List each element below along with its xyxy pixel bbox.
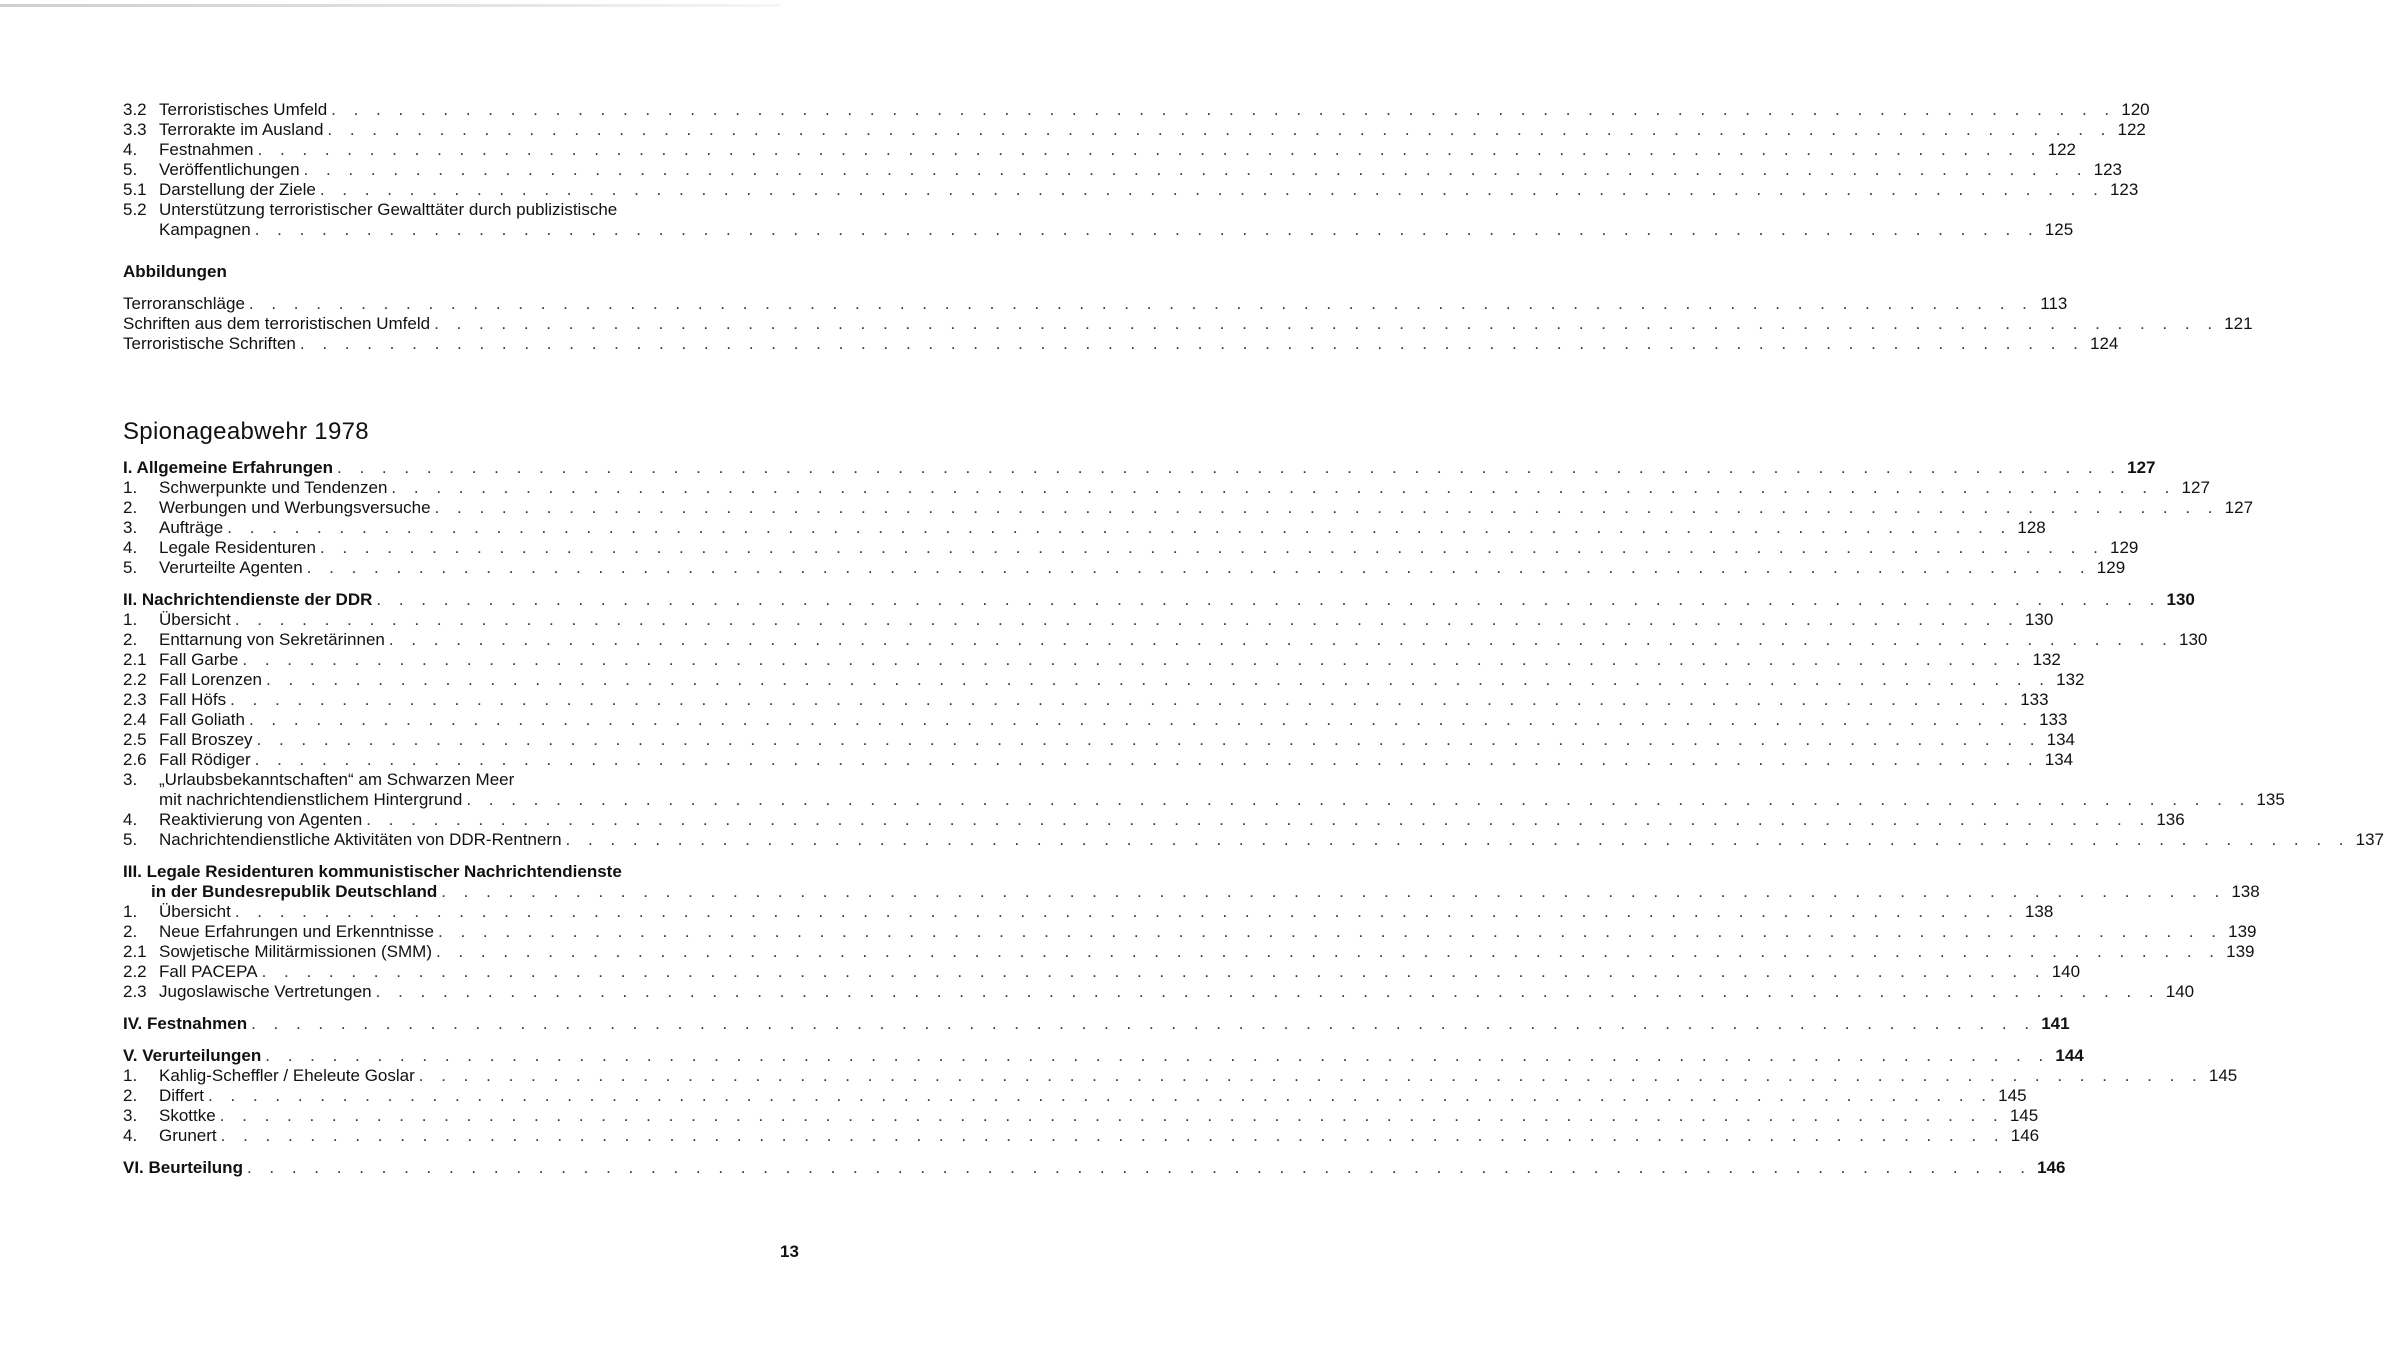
toc-entry[interactable]: [123, 334, 2119, 354]
entry-title: Nachrichtendienstliche Aktivitäten von DDR-Rentnern: [159, 830, 562, 849]
toc-entry[interactable]: [123, 478, 2210, 498]
part-title-line2-row: [123, 882, 2260, 902]
spacer: [123, 1002, 806, 1014]
entry-title: Übersicht: [159, 902, 231, 921]
toc-entry[interactable]: [123, 630, 2208, 650]
toc-entry[interactable]: [123, 558, 2126, 578]
entry-page: 121: [2224, 314, 2253, 333]
spacer: [123, 446, 806, 458]
entry-page: 123: [2093, 160, 2123, 179]
dot-leader: . . . . . . . . . . . . . . . . . . . . . . . . . . . . . . . . . . . . . . . . . . . . . . . . . . . . . . . . . . . . . . . . . . . . . . . . . . . . . . . .: [376, 590, 2161, 609]
entry-page: 146: [2010, 1126, 2040, 1145]
entry-number: 1.: [123, 478, 138, 497]
entry-title: II. Nachrichtendienste der DDR: [123, 590, 373, 609]
dot-leader: . . . . . . . . . . . . . . . . . . . . . . . . . . . . . . . . . . . . . . . . . . . . . . . . . . . . . . . . . . . . . . . . . . . . . . . . . . . . . . . .: [331, 100, 2116, 119]
dot-leader: . . . . . . . . . . . . . . . . . . . . . . . . . . . . . . . . . . . . . . . . . . . . . . . . . . . . . . . . . . . . . . . . . . . . . . . . . . . . . . . .: [248, 294, 2034, 313]
entry-number: 2.5: [123, 730, 147, 749]
entry-title: Werbungen und Werbungsversuche: [159, 498, 431, 517]
entry-page: 146: [2037, 1158, 2066, 1177]
entry-title: Enttarnung von Sekretärinnen: [159, 630, 385, 649]
toc-entry[interactable]: [123, 518, 2046, 538]
entry-page: 139: [2228, 922, 2257, 941]
entry-number: 4.: [123, 1126, 138, 1145]
chapter-title: Spionageabwehr 1978: [123, 418, 369, 445]
toc-entry[interactable]: [123, 942, 2255, 962]
spacer: [123, 240, 806, 262]
entry-title: Sowjetische Militärmissionen (SMM): [159, 942, 433, 961]
dot-leader: . . . . . . . . . . . . . . . . . . . . . . . . . . . . . . . . . . . . . . . . . . . . . . . . . . . . . . . . . . . . . . . . . . . . . . . . . . . . . . . .: [375, 982, 2161, 1001]
entry-page: 129: [2096, 558, 2126, 577]
dot-leader: . . . . . . . . . . . . . . . . . . . . . . . . . . . . . . . . . . . . . . . . . . . . . . . . . . . . . . . . . . . . . . . . . . . . . . . . . . . . . . . .: [265, 1046, 2050, 1065]
entry-page: 120: [2121, 100, 2150, 119]
entry-page: 145: [1998, 1086, 2027, 1105]
entry-title: Terroranschläge: [123, 294, 245, 313]
spacer: [123, 1146, 806, 1158]
entry-page: 127: [2181, 478, 2210, 497]
entry-page: 124: [2090, 334, 2119, 353]
entry-page: 145: [2208, 1066, 2238, 1085]
entry-number: 4.: [123, 538, 138, 557]
entry-page: 137: [2355, 830, 2384, 849]
part-title-line1: III. Legale Residenturen kommunistischer Nachrichtendienste: [123, 862, 622, 881]
entry-page: 139: [2226, 942, 2255, 961]
spacer: [123, 578, 806, 590]
entry-title: V. Verurteilungen: [123, 1046, 262, 1065]
toc-entry[interactable]: [123, 1126, 2040, 1146]
entry-title: Veröffentlichungen: [159, 160, 300, 179]
entry-title: Fall Broszey: [159, 730, 253, 749]
entry-title-multiline: [159, 770, 2285, 810]
entry-page: 127: [2127, 458, 2156, 477]
part-heading[interactable]: [123, 862, 2260, 902]
toc-entry[interactable]: [123, 1158, 2066, 1178]
entry-number: 1.: [123, 1066, 138, 1085]
toc-entry[interactable]: [123, 902, 2054, 922]
dot-leader: . . . . . . . . . . . . . . . . . . . . . . . . . . . . . . . . . . . . . . . . . . . . . . . . . . . . . . . . . . . . . . . . . . . . . . . . . . . . . . . .: [254, 220, 2040, 239]
entry-number: 3.: [123, 770, 138, 789]
entry-title: IV. Festnahmen: [123, 1014, 248, 1033]
dot-leader: . . . . . . . . . . . . . . . . . . . . . . . . . . . . . . . . . . . . . . . . . . . . . . . . . . . . . . . . . . . . . . . . . . . . . . . . . . . . . . . .: [565, 830, 2351, 849]
dot-leader: . . . . . . . . . . . . . . . . . . . . . . . . . . . . . . . . . . . . . . . . . . . . . . . . . . . . . . . . . . . . . . . . . . . . . . . . . . . . . . . .: [434, 498, 2220, 517]
toc-entry[interactable]: [123, 1046, 2084, 1066]
entry-number: 2.: [123, 498, 138, 517]
entry-title-line1: „Urlaubsbekanntschaften“ am Schwarzen Meer: [159, 770, 515, 789]
entry-title-line2: Kampagnen: [159, 220, 251, 239]
dot-leader: . . . . . . . . . . . . . . . . . . . . . . . . . . . . . . . . . . . . . . . . . . . . . . . . . . . . . . . . . . . . . . . . . . . . . . . . . . . . . . . .: [251, 1014, 2036, 1033]
toc-entry[interactable]: [123, 770, 2285, 810]
toc-entry[interactable]: [123, 590, 2195, 610]
dot-leader: . . . . . . . . . . . . . . . . . . . . . . . . . . . . . . . . . . . . . . . . . . . . . . . . . . . . . . . . . . . . . . . . . . . . . . . . . . . . . . . .: [220, 1126, 2006, 1145]
entry-title: Verurteilte Agenten: [159, 558, 303, 577]
dot-leader: . . . . . . . . . . . . . . . . . . . . . . . . . . . . . . . . . . . . . . . . . . . . . . . . . . . . . . . . . . . . . . . . . . . . . . . . . . . . . . . .: [391, 478, 2176, 497]
entry-title: Fall PACEPA: [159, 962, 258, 981]
entry-title: Skottke: [159, 1106, 216, 1125]
toc-entry[interactable]: [123, 730, 2076, 750]
entry-title: Reaktivierung von Agenten: [159, 810, 363, 829]
toc-entry[interactable]: [123, 690, 2049, 710]
entry-title: Jugoslawische Vertretungen: [159, 982, 372, 1001]
entry-page: 138: [2024, 902, 2054, 921]
dot-leader: . . . . . . . . . . . . . . . . . . . . . . . . . . . . . . . . . . . . . . . . . . . . . . . . . . . . . . . . . . . . . . . . . . . . . . . . . . . . . . . .: [337, 458, 2122, 477]
entry-page: 132: [2032, 650, 2061, 669]
toc-entry[interactable]: [123, 180, 2139, 200]
page-number: 13: [780, 1242, 799, 1261]
entry-page: 130: [2024, 610, 2054, 629]
entry-page: 136: [2156, 810, 2185, 829]
entry-page: 134: [2044, 750, 2074, 769]
entry-number: 2.: [123, 1086, 138, 1105]
toc-entry[interactable]: [123, 670, 2085, 690]
dot-leader: . . . . . . . . . . . . . . . . . . . . . . . . . . . . . . . . . . . . . . . . . . . . . . . . . . . . . . . . . . . . . . . . . . . . . . . . . . . . . . . .: [303, 160, 2089, 179]
dot-leader: . . . . . . . . . . . . . . . . . . . . . . . . . . . . . . . . . . . . . . . . . . . . . . . . . . . . . . . . . . . . . . . . . . . . . . . . . . . . . . . .: [266, 670, 2051, 689]
entry-title: Schwerpunkte und Tendenzen: [159, 478, 388, 497]
dot-leader: . . . . . . . . . . . . . . . . . . . . . . . . . . . . . . . . . . . . . . . . . . . . . . . . . . . . . . . . . . . . . . . . . . . . . . . . . . . . . . . .: [466, 790, 2251, 809]
part-page: 138: [2231, 882, 2260, 901]
entry-title: Neue Erfahrungen und Erkenntnisse: [159, 922, 435, 941]
entry-page: 140: [2051, 962, 2081, 981]
dot-leader: . . . . . . . . . . . . . . . . . . . . . . . . . . . . . . . . . . . . . . . . . . . . . . . . . . . . . . . . . . . . . . . . . . . . . . . . . . . . . . . .: [441, 882, 2226, 901]
entry-number: 5.: [123, 558, 138, 577]
entry-title: VI. Beurteilung: [123, 1158, 243, 1177]
dot-leader: . . . . . . . . . . . . . . . . . . . . . . . . . . . . . . . . . . . . . . . . . . . . . . . . . . . . . . . . . . . . . . . . . . . . . . . . . . . . . . . .: [261, 962, 2047, 981]
dot-leader: . . . . . . . . . . . . . . . . . . . . . . . . . . . . . . . . . . . . . . . . . . . . . . . . . . . . . . . . . . . . . . . . . . . . . . . . . . . . . . . .: [418, 1066, 2204, 1085]
entry-title-line1: Unterstützung terroristischer Gewalttäter durch publizistische: [159, 200, 618, 219]
entry-number: 2.: [123, 630, 138, 649]
dot-leader: . . . . . . . . . . . . . . . . . . . . . . . . . . . . . . . . . . . . . . . . . . . . . . . . . . . . . . . . . . . . . . . . . . . . . . . . . . . . . . . .: [257, 140, 2042, 159]
entry-title: Schriften aus dem terroristischen Umfeld: [123, 314, 431, 333]
entry-page: 123: [2109, 180, 2139, 199]
dot-leader: . . . . . . . . . . . . . . . . . . . . . . . . . . . . . . . . . . . . . . . . . . . . . . . . . . . . . . . . . . . . . . . . . . . . . . . . . . . . . . . .: [319, 538, 2105, 557]
entry-page: 145: [2009, 1106, 2039, 1125]
entry-page: 132: [2056, 670, 2085, 689]
toc-entry[interactable]: [123, 100, 2150, 120]
entry-page: 141: [2041, 1014, 2070, 1033]
dot-leader: . . . . . . . . . . . . . . . . . . . . . . . . . . . . . . . . . . . . . . . . . . . . . . . . . . . . . . . . . . . . . . . . . . . . . . . . . . . . . . . .: [219, 1106, 2005, 1125]
entry-title: Festnahmen: [159, 140, 254, 159]
entry-number: 2.1: [123, 650, 147, 669]
entry-number: 1.: [123, 610, 138, 629]
dot-leader: . . . . . . . . . . . . . . . . . . . . . . . . . . . . . . . . . . . . . . . . . . . . . . . . . . . . . . . . . . . . . . . . . . . . . . . . . . . . . . . .: [256, 730, 2042, 749]
toc-entry[interactable]: [123, 1014, 2070, 1034]
dot-leader: . . . . . . . . . . . . . . . . . . . . . . . . . . . . . . . . . . . . . . . . . . . . . . . . . . . . . . . . . . . . . . . . . . . . . . . . . . . . . . . .: [327, 120, 2112, 139]
toc-entry[interactable]: [123, 1086, 2027, 1106]
toc-entry[interactable]: [123, 160, 2123, 180]
spacer: [123, 354, 806, 418]
entry-title: Fall Höfs: [159, 690, 227, 709]
toc-entry[interactable]: [123, 1106, 2039, 1126]
toc-entry[interactable]: [123, 120, 2146, 140]
entry-number: 5.1: [123, 180, 147, 199]
entry-page: 127: [2224, 498, 2254, 517]
entry-page: 125: [2044, 220, 2074, 239]
entry-title: Terroristisches Umfeld: [159, 100, 328, 119]
entry-page: 122: [2047, 140, 2076, 159]
entry-title-multiline: [159, 200, 2073, 240]
dot-leader: . . . . . . . . . . . . . . . . . . . . . . . . . . . . . . . . . . . . . . . . . . . . . . . . . . . . . . . . . . . . . . . . . . . . . . . . . . . . . . . .: [234, 902, 2020, 921]
entry-title: Terroristische Schriften: [123, 334, 296, 353]
toc-entry[interactable]: [123, 200, 2074, 240]
toc-entry[interactable]: [123, 538, 2139, 558]
entry-page: 144: [2055, 1046, 2084, 1065]
entry-number: 3.3: [123, 120, 147, 139]
entry-page: 129: [2110, 538, 2139, 557]
entry-number: 5.2: [123, 200, 147, 219]
table-of-contents: [123, 100, 2384, 1178]
toc-entry[interactable]: [123, 294, 2068, 314]
part-heading-multiline: [123, 862, 2260, 902]
entry-page: 130: [2178, 630, 2208, 649]
toc-entry[interactable]: [123, 140, 2076, 160]
entry-title: Darstellung der Ziele: [159, 180, 316, 199]
entry-number: 2.: [123, 922, 138, 941]
section-heading-abbildungen: Abbildungen: [123, 262, 227, 281]
dot-leader: . . . . . . . . . . . . . . . . . . . . . . . . . . . . . . . . . . . . . . . . . . . . . . . . . . . . . . . . . . . . . . . . . . . . . . . . . . . . . . . .: [254, 750, 2040, 769]
entry-page: 130: [2166, 590, 2195, 609]
entry-number: 4.: [123, 810, 138, 829]
part-title-line2: in der Bundesrepublik Deutschland: [151, 882, 438, 901]
toc-entry[interactable]: [123, 982, 2195, 1002]
dot-leader: . . . . . . . . . . . . . . . . . . . . . . . . . . . . . . . . . . . . . . . . . . . . . . . . . . . . . . . . . . . . . . . . . . . . . . . . . . . . . . . .: [248, 710, 2034, 729]
entry-page: 133: [2020, 690, 2049, 709]
spacer: [123, 282, 806, 294]
dot-leader: . . . . . . . . . . . . . . . . . . . . . . . . . . . . . . . . . . . . . . . . . . . . . . . . . . . . . . . . . . . . . . . . . . . . . . . . . . . . . . . .: [438, 922, 2223, 941]
dot-leader: . . . . . . . . . . . . . . . . . . . . . . . . . . . . . . . . . . . . . . . . . . . . . . . . . . . . . . . . . . . . . . . . . . . . . . . . . . . . . . . .: [366, 810, 2151, 829]
entry-number: 2.2: [123, 962, 147, 981]
entry-page: 113: [2040, 294, 2068, 313]
entry-title: Grunert: [159, 1126, 217, 1145]
spacer: [123, 850, 806, 862]
dot-leader: . . . . . . . . . . . . . . . . . . . . . . . . . . . . . . . . . . . . . . . . . . . . . . . . . . . . . . . . . . . . . . . . . . . . . . . . . . . . . . . .: [246, 1158, 2032, 1177]
dot-leader: . . . . . . . . . . . . . . . . . . . . . . . . . . . . . . . . . . . . . . . . . . . . . . . . . . . . . . . . . . . . . . . . . . . . . . . . . . . . . . . .: [319, 180, 2105, 199]
entry-page: 122: [2117, 120, 2146, 139]
entry-page: 134: [2046, 730, 2076, 749]
scan-top-edge: [0, 4, 780, 7]
toc-entry[interactable]: [123, 498, 2254, 518]
toc-entry[interactable]: [123, 922, 2257, 942]
entry-title: Terrorakte im Ausland: [159, 120, 324, 139]
entry-number: 2.6: [123, 750, 147, 769]
entry-number: 2.1: [123, 942, 147, 961]
entry-title: Übersicht: [159, 610, 231, 629]
entry-number: 4.: [123, 140, 138, 159]
entry-page: 133: [2039, 710, 2068, 729]
entry-number: 3.2: [123, 100, 147, 119]
entry-title-line2-row: [159, 220, 2073, 240]
dot-leader: . . . . . . . . . . . . . . . . . . . . . . . . . . . . . . . . . . . . . . . . . . . . . . . . . . . . . . . . . . . . . . . . . . . . . . . . . . . . . . . .: [227, 518, 2012, 537]
entry-number: 2.2: [123, 670, 147, 689]
entry-title: Fall Lorenzen: [159, 670, 263, 689]
entry-title-line2: mit nachrichtendienstlichem Hintergrund: [159, 790, 463, 809]
entry-number: 2.4: [123, 710, 147, 729]
dot-leader: . . . . . . . . . . . . . . . . . . . . . . . . . . . . . . . . . . . . . . . . . . . . . . . . . . . . . . . . . . . . . . . . . . . . . . . . . . . . . . . .: [388, 630, 2174, 649]
toc-entry[interactable]: [123, 458, 2156, 478]
toc-entry[interactable]: [123, 1066, 2238, 1086]
entry-number: 3.: [123, 518, 138, 537]
dot-leader: . . . . . . . . . . . . . . . . . . . . . . . . . . . . . . . . . . . . . . . . . . . . . . . . . . . . . . . . . . . . . . . . . . . . . . . . . . . . . . . .: [306, 558, 2092, 577]
toc-entry[interactable]: [123, 710, 2068, 730]
entry-title: Aufträge: [159, 518, 224, 537]
entry-number: 2.3: [123, 690, 147, 709]
entry-number: 3.: [123, 1106, 138, 1125]
entry-number: 5.: [123, 160, 138, 179]
toc-entry[interactable]: [123, 750, 2074, 770]
dot-leader: . . . . . . . . . . . . . . . . . . . . . . . . . . . . . . . . . . . . . . . . . . . . . . . . . . . . . . . . . . . . . . . . . . . . . . . . . . . . . . . .: [436, 942, 2221, 961]
entry-page: 128: [2017, 518, 2046, 537]
toc-entry[interactable]: [123, 810, 2185, 830]
entry-number: 2.3: [123, 982, 147, 1001]
dot-leader: . . . . . . . . . . . . . . . . . . . . . . . . . . . . . . . . . . . . . . . . . . . . . . . . . . . . . . . . . . . . . . . . . . . . . . . . . . . . . . . .: [234, 610, 2020, 629]
entry-title: Fall Goliath: [159, 710, 245, 729]
entry-title-line2-row: [159, 790, 2285, 810]
dot-leader: . . . . . . . . . . . . . . . . . . . . . . . . . . . . . . . . . . . . . . . . . . . . . . . . . . . . . . . . . . . . . . . . . . . . . . . . . . . . . . . .: [208, 1086, 1993, 1105]
toc-entry[interactable]: [123, 962, 2081, 982]
entry-title: Differt: [159, 1086, 205, 1105]
entry-page: 140: [2165, 982, 2195, 1001]
toc-entry[interactable]: [123, 830, 2384, 850]
entry-title: Fall Rödiger: [159, 750, 251, 769]
entry-page: 135: [2256, 790, 2285, 809]
entry-number: 1.: [123, 902, 138, 921]
dot-leader: . . . . . . . . . . . . . . . . . . . . . . . . . . . . . . . . . . . . . . . . . . . . . . . . . . . . . . . . . . . . . . . . . . . . . . . . . . . . . . . .: [230, 690, 2015, 709]
toc-entry[interactable]: [123, 610, 2054, 630]
dot-leader: . . . . . . . . . . . . . . . . . . . . . . . . . . . . . . . . . . . . . . . . . . . . . . . . . . . . . . . . . . . . . . . . . . . . . . . . . . . . . . . .: [242, 650, 2027, 669]
entry-title: Kahlig-Scheffler / Eheleute Goslar: [159, 1066, 415, 1085]
toc-entry[interactable]: [123, 650, 2061, 670]
toc-entry[interactable]: [123, 314, 2253, 334]
dot-leader: . . . . . . . . . . . . . . . . . . . . . . . . . . . . . . . . . . . . . . . . . . . . . . . . . . . . . . . . . . . . . . . . . . . . . . . . . . . . . . . .: [434, 314, 2219, 333]
entry-title: Legale Residenturen: [159, 538, 316, 557]
entry-title: I. Allgemeine Erfahrungen: [123, 458, 334, 477]
spacer: [123, 1034, 806, 1046]
entry-title: Fall Garbe: [159, 650, 239, 669]
dot-leader: . . . . . . . . . . . . . . . . . . . . . . . . . . . . . . . . . . . . . . . . . . . . . . . . . . . . . . . . . . . . . . . . . . . . . . . . . . . . . . . .: [299, 334, 2085, 353]
entry-number: 5.: [123, 830, 138, 849]
